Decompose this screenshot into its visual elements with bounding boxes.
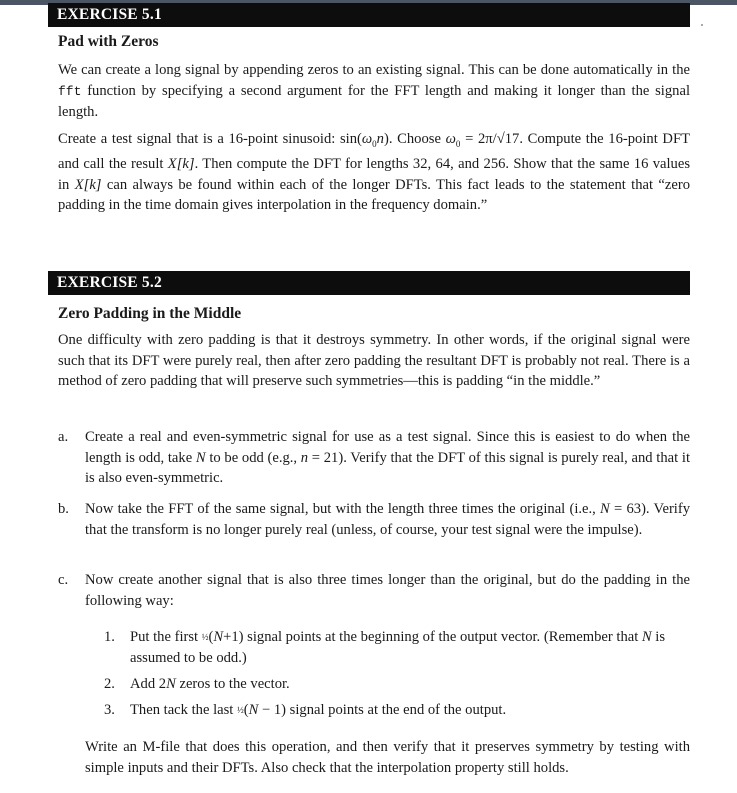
exercise-5-1-paragraph-1: We can create a long signal by appending zeros to an existing signal. This can be done automatically in the fft function by specifying a second argument for the FFT length and making it longer than the signal length. xyxy=(58,62,690,120)
item-a: a. Create a real and even-symmetric signal for use as a test signal. Since this is easiest to do when the length is odd, take N to be odd (e.g., n = 21). Verify that the DFT of this signal is purely real, and that it is also even-symmetric. xyxy=(58,429,691,486)
item-c: c. Now create another signal that is also three times longer than the original, but do the padding in the following way: xyxy=(58,572,690,609)
exercise-5-2-header: EXERCISE 5.2 xyxy=(48,271,690,295)
item-b: b. Now take the FFT of the same signal, but with the length three times the original (i.e., N = 63). Verify that the transform is no longer purely real (unless, of course, your test signal were the impulse). xyxy=(58,501,691,538)
exercise-5-1-title: Pad with Zeros xyxy=(58,33,159,50)
exercise-5-1-paragraph-2: Create a test signal that is a 16-point sinusoid: $\sin(\omega_0n)$. Choose $\omega_0 = 2\pi/√17$. Compute the 16-point DFT and call the result X[k]. Then compute the DFT for lengths 32, 64, and 256. Show that the same 16 values in X[k] can always be found within each of the longer DFTs. This fact leads to the statement that “zero padding in the time domain gives interpolation in the frequency domain.” xyxy=(58,131,691,214)
scan-speck xyxy=(701,24,703,26)
step-2: 2. Add 2N zeros to the vector. xyxy=(104,676,290,692)
step-3: 3. Then tack the last ½(N − 1) signal points at the end of the output. xyxy=(104,702,507,718)
fft-code: fft xyxy=(58,83,82,99)
step-1: 1. Put the first ½(N+1) signal points at the beginning of the output vector. (Remember that N is assumed to be odd.) xyxy=(104,629,666,666)
closing-paragraph: Write an M-file that does this operation, and then verify that it preserves symmetry by testing with simple inputs and their DFTs. Also check that the interpolation property still holds. xyxy=(85,739,690,776)
exercise-5-1-header: EXERCISE 5.1 xyxy=(48,3,690,27)
exercise-5-2-title: Zero Padding in the Middle xyxy=(58,305,242,322)
exercise-5-2-intro: One difficulty with zero padding is that it destroys symmetry. In other words, if the original signal were such that its DFT were purely real, then after zero padding the resultant DFT is probably not real. There is a method of zero padding that will preserve such symmetries—this is padding “in the middle.” xyxy=(58,332,690,389)
